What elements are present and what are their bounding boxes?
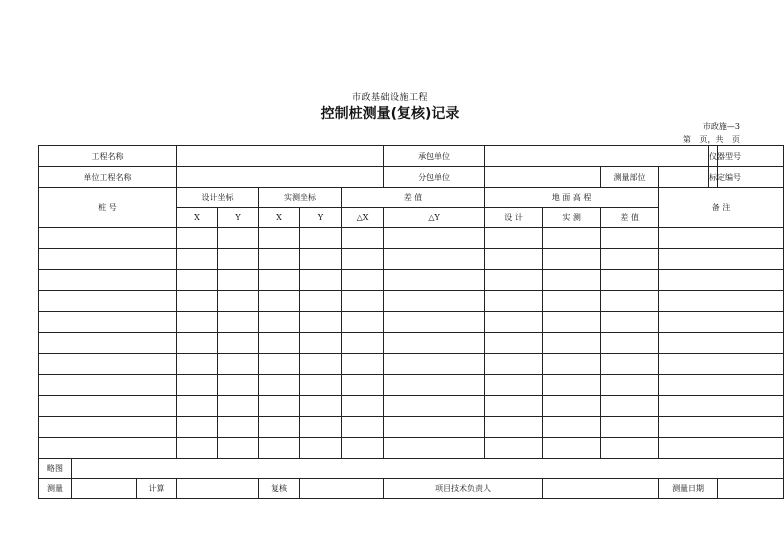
dx-cell[interactable] (342, 375, 384, 396)
design-y-cell[interactable] (218, 333, 259, 354)
elev-measured-header: 实 测 (543, 208, 601, 228)
remarks-header: 备 注 (659, 188, 784, 228)
elev-measured-cell[interactable] (543, 228, 601, 249)
design-x-cell[interactable] (177, 417, 218, 438)
elev-diff-cell[interactable] (601, 249, 659, 270)
dx-cell[interactable] (342, 228, 384, 249)
remarks-cell[interactable] (659, 249, 784, 270)
remarks-cell[interactable] (659, 312, 784, 333)
measured-x-cell[interactable] (259, 417, 300, 438)
unit-project-label: 单位工程名称 (39, 167, 177, 188)
design-x-cell[interactable] (177, 312, 218, 333)
remarks-cell[interactable] (659, 375, 784, 396)
design-x-header: X (177, 208, 218, 228)
dx-cell[interactable] (342, 354, 384, 375)
elev-measured-cell[interactable] (543, 270, 601, 291)
remarks-cell[interactable] (659, 396, 784, 417)
design-y-header: Y (218, 208, 259, 228)
instrument-model-label: 仪器型号 (709, 146, 718, 167)
dx-cell[interactable] (342, 312, 384, 333)
measured-y-cell[interactable] (300, 270, 342, 291)
design-y-cell[interactable] (218, 228, 259, 249)
elev-design-cell[interactable] (485, 438, 543, 459)
measured-y-cell[interactable] (300, 249, 342, 270)
elev-measured-cell[interactable] (543, 396, 601, 417)
elev-diff-cell[interactable] (601, 228, 659, 249)
stake-no-cell[interactable] (39, 333, 177, 354)
stake-no-cell[interactable] (39, 249, 177, 270)
design-x-cell[interactable] (177, 291, 218, 312)
table-row (39, 249, 784, 270)
elev-diff-cell[interactable] (601, 438, 659, 459)
record-table (38, 145, 784, 499)
measured-x-cell[interactable] (259, 270, 300, 291)
measured-y-header: Y (300, 208, 342, 228)
design-y-cell[interactable] (218, 312, 259, 333)
elev-diff-header: 差 值 (601, 208, 659, 228)
measured-coord-header: 实测坐标 (259, 188, 342, 208)
dx-cell[interactable] (342, 249, 384, 270)
review-label: 复核 (259, 479, 300, 499)
measured-y-cell[interactable] (300, 438, 342, 459)
elev-measured-cell[interactable] (543, 249, 601, 270)
project-name-label: 工程名称 (39, 146, 177, 167)
tech-lead-value[interactable] (543, 479, 659, 499)
table-row (39, 438, 784, 459)
elev-design-cell[interactable] (485, 312, 543, 333)
design-x-cell[interactable] (177, 270, 218, 291)
measured-x-cell[interactable] (259, 438, 300, 459)
subcontractor-label: 分包单位 (384, 167, 485, 188)
design-coord-header: 设计坐标 (177, 188, 259, 208)
stake-no-cell[interactable] (39, 354, 177, 375)
calc-label: 计算 (137, 479, 177, 499)
dx-cell[interactable] (342, 396, 384, 417)
elev-design-header: 设 计 (485, 208, 543, 228)
elev-diff-cell[interactable] (601, 291, 659, 312)
remarks-cell[interactable] (659, 333, 784, 354)
elev-design-cell[interactable] (485, 333, 543, 354)
measured-y-cell[interactable] (300, 228, 342, 249)
survey-part-value[interactable] (659, 167, 709, 188)
signature-row (39, 479, 784, 499)
elev-measured-cell[interactable] (543, 354, 601, 375)
design-x-cell[interactable] (177, 438, 218, 459)
survey-date-value[interactable] (718, 479, 784, 499)
calibration-no-label: 标定编号 (709, 167, 718, 188)
remarks-cell[interactable] (659, 354, 784, 375)
design-x-cell[interactable] (177, 354, 218, 375)
elev-design-cell[interactable] (485, 354, 543, 375)
dy-cell[interactable] (384, 333, 485, 354)
table-row (39, 417, 784, 438)
dy-header: △Y (384, 208, 485, 228)
design-y-cell[interactable] (218, 417, 259, 438)
measured-y-cell[interactable] (300, 333, 342, 354)
remarks-cell[interactable] (659, 417, 784, 438)
measured-x-cell[interactable] (259, 249, 300, 270)
design-y-cell[interactable] (218, 396, 259, 417)
remarks-cell[interactable] (659, 291, 784, 312)
table-row (39, 291, 784, 312)
table-row (39, 270, 784, 291)
info-row-1 (39, 146, 784, 167)
elev-design-cell[interactable] (485, 396, 543, 417)
stake-no-cell[interactable] (39, 417, 177, 438)
page-number: 第 页，共 页 (682, 135, 740, 144)
table-row (39, 228, 784, 249)
table-row (39, 333, 784, 354)
project-name-value[interactable] (177, 146, 384, 167)
elev-diff-cell[interactable] (601, 312, 659, 333)
elev-design-cell[interactable] (485, 417, 543, 438)
elev-design-cell[interactable] (485, 228, 543, 249)
elev-measured-cell[interactable] (543, 333, 601, 354)
measured-x-cell[interactable] (259, 396, 300, 417)
measured-y-cell[interactable] (300, 354, 342, 375)
elev-measured-cell[interactable] (543, 291, 601, 312)
measured-x-cell[interactable] (259, 228, 300, 249)
design-x-cell[interactable] (177, 228, 218, 249)
dy-cell[interactable] (384, 270, 485, 291)
ground-elev-header: 地 面 高 程 (485, 188, 659, 208)
measured-x-header: X (259, 208, 300, 228)
elev-measured-cell[interactable] (543, 417, 601, 438)
stake-no-cell[interactable] (39, 396, 177, 417)
diff-header: 差 值 (342, 188, 485, 208)
design-y-cell[interactable] (218, 291, 259, 312)
sketch-area[interactable] (72, 459, 784, 479)
measured-y-cell[interactable] (300, 417, 342, 438)
measured-y-cell[interactable] (300, 396, 342, 417)
stake-no-cell[interactable] (39, 312, 177, 333)
remarks-cell[interactable] (659, 228, 784, 249)
elev-diff-cell[interactable] (601, 375, 659, 396)
stake-no-cell[interactable] (39, 228, 177, 249)
elev-measured-cell[interactable] (543, 375, 601, 396)
review-value[interactable] (300, 479, 384, 499)
design-x-cell[interactable] (177, 249, 218, 270)
survey-value[interactable] (72, 479, 137, 499)
unit-project-value[interactable] (177, 167, 384, 188)
elev-design-cell[interactable] (485, 291, 543, 312)
remarks-cell[interactable] (659, 438, 784, 459)
elev-design-cell[interactable] (485, 249, 543, 270)
dy-cell[interactable] (384, 228, 485, 249)
survey-label: 测量 (39, 479, 72, 499)
tech-lead-label: 项目技术负责人 (384, 479, 543, 499)
column-header-row-1 (39, 188, 784, 208)
survey-date-label: 测量日期 (659, 479, 718, 499)
remarks-cell[interactable] (659, 270, 784, 291)
design-y-cell[interactable] (218, 354, 259, 375)
dy-cell[interactable] (384, 375, 485, 396)
dy-cell[interactable] (384, 312, 485, 333)
page-title: 控制桩测量(复核)记录 (320, 106, 460, 122)
elev-diff-cell[interactable] (601, 333, 659, 354)
stake-no-cell[interactable] (39, 270, 177, 291)
table-row (39, 312, 784, 333)
measured-x-cell[interactable] (259, 312, 300, 333)
design-y-cell[interactable] (218, 249, 259, 270)
elev-diff-cell[interactable] (601, 354, 659, 375)
stake-no-cell[interactable] (39, 375, 177, 396)
design-x-cell[interactable] (177, 333, 218, 354)
measured-x-cell[interactable] (259, 354, 300, 375)
subcontractor-value[interactable] (485, 167, 601, 188)
measured-y-cell[interactable] (300, 312, 342, 333)
elev-diff-cell[interactable] (601, 417, 659, 438)
contractor-label: 承包单位 (384, 146, 485, 167)
dx-cell[interactable] (342, 438, 384, 459)
design-y-cell[interactable] (218, 438, 259, 459)
table-row (39, 396, 784, 417)
measured-x-cell[interactable] (259, 291, 300, 312)
dy-cell[interactable] (384, 417, 485, 438)
measured-x-cell[interactable] (259, 333, 300, 354)
dx-cell[interactable] (342, 333, 384, 354)
dy-cell[interactable] (384, 354, 485, 375)
contractor-value[interactable] (485, 146, 709, 167)
stake-no-header: 桩 号 (39, 188, 177, 228)
info-row-2 (39, 167, 784, 188)
design-y-cell[interactable] (218, 270, 259, 291)
dy-cell[interactable] (384, 249, 485, 270)
stake-no-cell[interactable] (39, 291, 177, 312)
dx-cell[interactable] (342, 417, 384, 438)
elev-diff-cell[interactable] (601, 270, 659, 291)
dx-cell[interactable] (342, 270, 384, 291)
dx-cell[interactable] (342, 291, 384, 312)
elev-design-cell[interactable] (485, 270, 543, 291)
measured-y-cell[interactable] (300, 291, 342, 312)
dy-cell[interactable] (384, 396, 485, 417)
dy-cell[interactable] (384, 438, 485, 459)
measured-y-cell[interactable] (300, 375, 342, 396)
survey-part-label: 测量部位 (601, 167, 659, 188)
elev-measured-cell[interactable] (543, 312, 601, 333)
elev-measured-cell[interactable] (543, 438, 601, 459)
pre-title: 市政基础设施工程 (351, 93, 428, 103)
data-rows (39, 228, 784, 459)
table-row (39, 375, 784, 396)
elev-diff-cell[interactable] (601, 396, 659, 417)
table-row (39, 354, 784, 375)
elev-design-cell[interactable] (485, 375, 543, 396)
design-x-cell[interactable] (177, 396, 218, 417)
measured-x-cell[interactable] (259, 375, 300, 396)
dx-header: △X (342, 208, 384, 228)
form-code: 市政施—3 (702, 122, 740, 131)
design-y-cell[interactable] (218, 375, 259, 396)
calc-value[interactable] (177, 479, 259, 499)
sketch-label: 略图 (39, 459, 72, 479)
stake-no-cell[interactable] (39, 438, 177, 459)
design-x-cell[interactable] (177, 375, 218, 396)
dy-cell[interactable] (384, 291, 485, 312)
sketch-row (39, 459, 784, 479)
